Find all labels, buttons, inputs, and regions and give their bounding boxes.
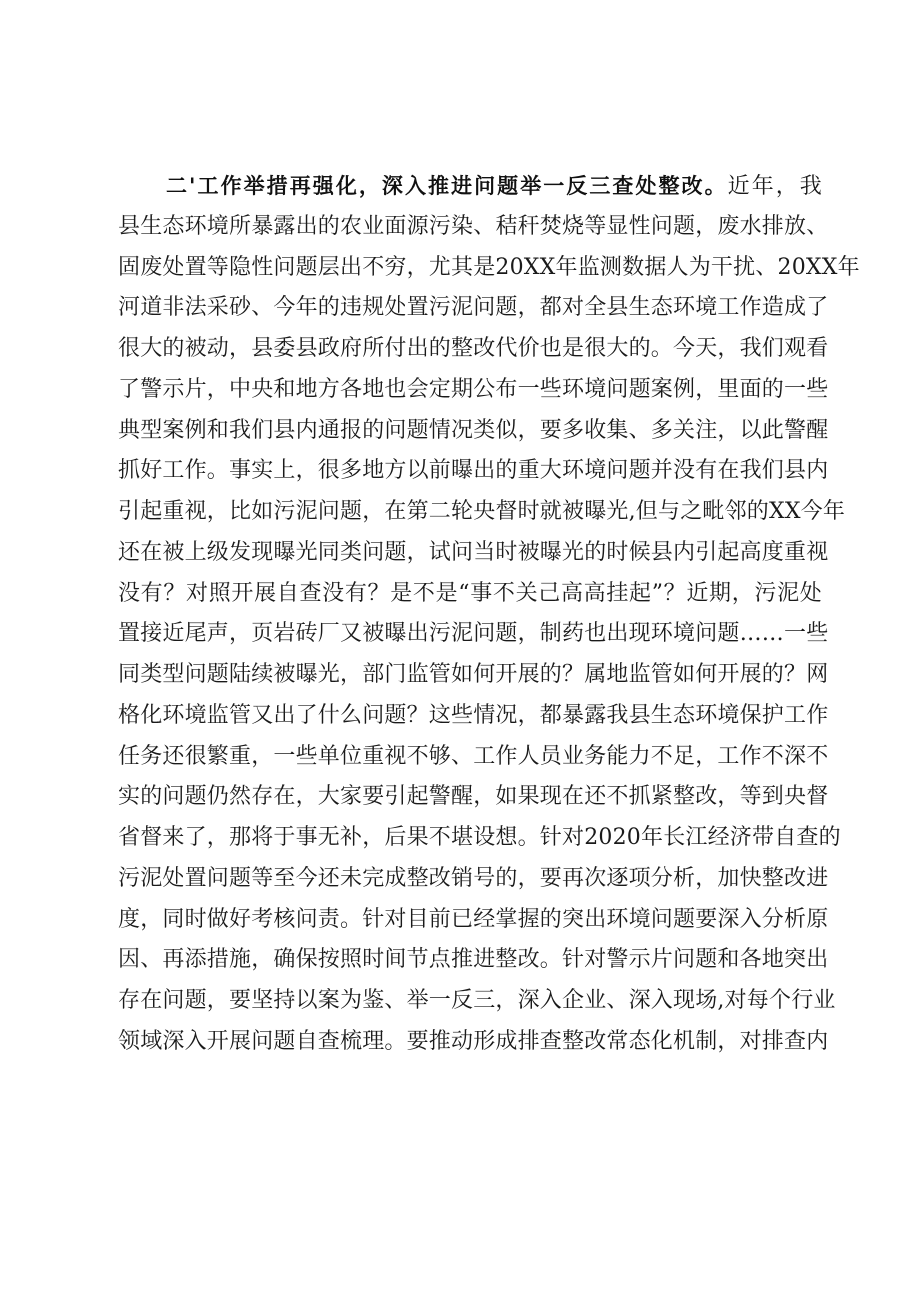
paragraph-line-1 bbox=[118, 166, 822, 207]
paragraph-line: 格化环境监管又出了什么问题？这些情况，都暴露我县生态环境保护工作 bbox=[118, 702, 829, 728]
paragraph-line: 同类型问题陆续被曝光，部门监管如何开展的？属地监管如何开展的？网 bbox=[118, 662, 829, 687]
paragraph-line: 度，同时做好考核问责。针对目前已经掌握的突出环境问题要深入分析原 bbox=[118, 906, 829, 932]
paragraph-line: 没有？对照开展自查没有？是不是“事不关己高高挂起”？近期，污泥处 bbox=[118, 580, 822, 606]
paragraph-line: 抓好工作。事实上，很多地方以前曝出的重大环境问题并没有在我们县内 bbox=[118, 458, 829, 484]
paragraph-line: 领域深入开展问题自查梳理。要推动形成排查整改常态化机制，对排查内 bbox=[118, 1028, 829, 1054]
paragraph-line: 污泥处置问题等至今还未完成整改销号的，要再次逐项分析，加快整改进 bbox=[118, 865, 829, 891]
paragraph-line: 典型案例和我们县内通报的问题情况类似，要多收集、多关注，以此警醒 bbox=[118, 417, 829, 443]
paragraph-line: 了警示片，中央和地方各地也会定期公布一些环境问题案例，里面的一些 bbox=[118, 376, 829, 402]
paragraph-line: 置接近尾声，页岩砖厂又被曝出污泥问题，制药也出现环境问题……一些 bbox=[118, 621, 829, 647]
paragraph-text: 近年，我 bbox=[727, 174, 822, 199]
paragraph-line: 因、再添措施，确保按照时间节点推进整改。针对警示片问题和各地突出 bbox=[118, 947, 829, 973]
paragraph-line: 实的问题仍然存在，大家要引起警醒，如果现在还不抓紧整改，等到央督 bbox=[118, 784, 829, 810]
paragraph-line: 引起重视，比如污泥问题，在第二轮央督时就被曝光,但与之毗邻的XX今年 bbox=[118, 499, 846, 524]
paragraph-line: 县生态环境所暴露出的农业面源污染、秸秆焚烧等显性问题，废水排放、 bbox=[118, 213, 829, 239]
paragraph-line: 还在被上级发现曝光同类问题，试问当时被曝光的时候县内引起高度重视 bbox=[118, 539, 829, 565]
paragraph-line: 固废处置等隐性问题层出不穷，尤其是20XX年监测数据人为干扰、20XX年 bbox=[118, 254, 860, 280]
paragraph-line: 省督来了，那将于事无补，后果不堪设想。针对2020年长江经济带自查的 bbox=[118, 825, 841, 850]
paragraph-line: 存在问题，要坚持以案为鉴、举一反三，深入企业、深入现场,对每个行业 bbox=[118, 988, 836, 1013]
paragraph-line: 任务还很繁重，一些单位重视不够、工作人员业务能力不足，工作不深不 bbox=[118, 743, 829, 769]
paragraph-line: 很大的被动，县委县政府所付出的整改代价也是很大的。今天，我们观看 bbox=[118, 336, 829, 361]
body-paragraph bbox=[118, 166, 860, 1063]
paragraph-line: 河道非法采砂、今年的违规处置污泥问题，都对全县生态环境工作造成了 bbox=[118, 295, 829, 321]
section-heading: 二'工作举措再强化，深入推进问题举一反三查处整改。 bbox=[166, 174, 728, 198]
